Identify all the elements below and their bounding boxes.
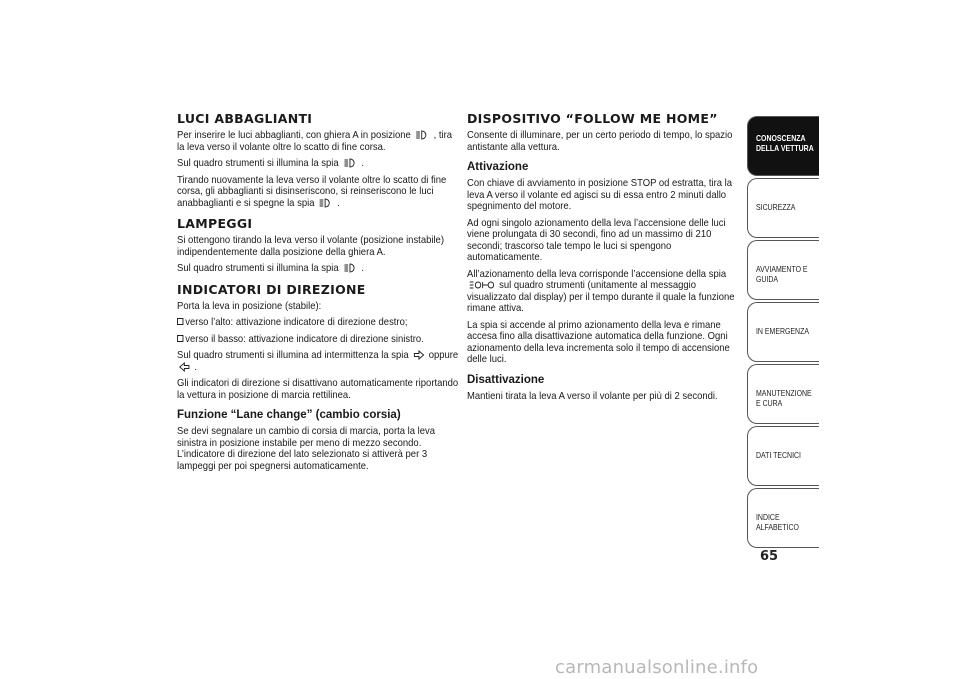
tab-manutenzione-e-cura[interactable]	[747, 364, 819, 424]
text: sul quadro strumenti (unitamente al messaggio visualizzato dal display) per il tempo durante il quale la funzione rimane attiva.	[467, 280, 735, 314]
paragraph	[177, 175, 460, 210]
text: .	[361, 158, 365, 169]
text: .	[337, 197, 340, 209]
text: Per inserire le luci abbaglianti, con ghiera A in posizione	[177, 130, 411, 141]
tab-conoscenza-della-vettura[interactable]	[747, 116, 819, 176]
paragraph: Si ottengono tirando la leva verso il volante (posizione instabile) indipendentemente dalla posizione della ghiera A.	[177, 235, 444, 258]
paragraph: Se devi segnalare un cambio di corsia di marcia, porta la leva sinistra in posizione instabile per meno di mezzo secondo. L’indicatore di direzione del lato selezionato si attiverà per 3 lampeggi per poi spegnersi automaticamente.	[177, 426, 436, 472]
page-number: 65	[760, 549, 779, 564]
tab-label: CONOSCENZA DELLA VETTURA	[756, 134, 814, 153]
left-column	[177, 112, 462, 477]
high-beam-icon	[343, 263, 357, 273]
paragraph	[177, 350, 460, 373]
high-beam-icon	[415, 130, 429, 140]
text: oppure	[428, 350, 459, 361]
section-title-indicatori-di-direzione: INDICATORI DI DIREZIONE	[177, 281, 366, 297]
text: All’azionamento della leva corrisponde l’accensione della spia	[467, 268, 727, 280]
paragraph	[467, 269, 737, 315]
paragraph: Mantieni tirata la leva A verso il volante per più di 2 secondi.	[467, 390, 718, 402]
right-column	[467, 112, 739, 407]
tab-label: AVVIAMENTO E GUIDA	[756, 265, 808, 284]
subsection-title-attivazione: Attivazione	[467, 161, 529, 173]
checkbox-bullet-icon	[177, 335, 183, 342]
section-title-luci-abbaglianti: LUCI ABBAGLIANTI	[177, 111, 313, 126]
high-beam-icon	[343, 158, 357, 168]
paragraph: Ad ogni singolo azionamento della leva l’accensione delle luci viene prolungata di 30 secondi, fino ad un massimo di 210 secondi; trascorso tale tempo le luci si spengono automaticamente.	[467, 217, 726, 263]
subsection-title-disattivazione: Disattivazione	[467, 373, 545, 386]
tab-label: SICUREZZA	[756, 203, 796, 212]
tab-label: MANUTENZIONE E CURA	[756, 389, 812, 408]
tab-in-emergenza[interactable]	[747, 302, 819, 362]
follow-me-home-icon	[469, 280, 495, 290]
text: Sul quadro strumenti si illumina la spia	[177, 263, 339, 274]
text: verso il basso: attivazione indicatore di direzione sinistro.	[185, 333, 424, 345]
section-title-lampeggi: LAMPEGGI	[177, 216, 253, 231]
watermark: carmanualsonline.info	[555, 657, 759, 678]
checkbox-bullet-icon	[177, 318, 183, 325]
high-beam-icon	[319, 198, 333, 208]
section-title-follow-me-home: DISPOSITIVO “FOLLOW ME HOME”	[467, 111, 718, 126]
paragraph: Porta la leva in posizione (stabile):	[177, 300, 322, 312]
chapter-tabs	[747, 116, 819, 550]
text: .	[361, 263, 365, 274]
paragraph	[177, 130, 460, 153]
tab-label: IN EMERGENZA	[756, 327, 809, 336]
tab-sicurezza[interactable]	[747, 178, 819, 238]
turn-right-icon	[413, 350, 424, 360]
paragraph	[177, 263, 460, 275]
paragraph: La spia si accende al primo azionamento della leva e rimane accesa fino alla disattivazione automatica della funzione. Ogni azionamento della leva incrementa solo il tempo di accensione delle luci.	[467, 319, 730, 365]
paragraph	[177, 158, 460, 170]
turn-left-icon	[179, 362, 190, 372]
subsection-title-lane-change: Funzione “Lane change” (cambio corsia)	[177, 409, 401, 421]
text: verso l’alto: attivazione indicatore di direzione destro;	[185, 317, 408, 328]
text: .	[194, 361, 198, 373]
bullet-item	[177, 334, 460, 346]
bullet-item	[177, 317, 460, 329]
tab-dati-tecnici[interactable]	[747, 426, 819, 486]
text: Tirando nuovamente la leva verso il volante oltre lo scatto di fine corsa, gli abbaglianti si disinseriscono, si reinseriscono le luci anabbaglianti e si spegne la spia	[177, 174, 447, 209]
text: , tira la leva verso il volante oltre lo scatto di fine corsa.	[177, 130, 453, 153]
tab-indice-alfabetico[interactable]	[747, 488, 819, 548]
paragraph: Consente di illuminare, per un certo periodo di tempo, lo spazio antistante alla vettura.	[467, 130, 733, 153]
text: Sul quadro strumenti si illumina la spia	[177, 158, 339, 169]
tab-label: DATI TECNICI	[756, 451, 801, 460]
text: Sul quadro strumenti si illumina ad intermittenza la spia	[177, 350, 409, 361]
paragraph: Gli indicatori di direzione si disattivano automaticamente riportando la vettura in posizione di marcia rettilinea.	[177, 378, 459, 401]
tab-avviamento-e-guida[interactable]	[747, 240, 819, 300]
paragraph: Con chiave di avviamento in posizione STOP od estratta, tira la leva A verso il volante ed agisci su di essa entro 2 minuti dallo spegnimento del motore.	[467, 178, 733, 212]
tab-label: INDICE ALFABETICO	[756, 513, 799, 532]
